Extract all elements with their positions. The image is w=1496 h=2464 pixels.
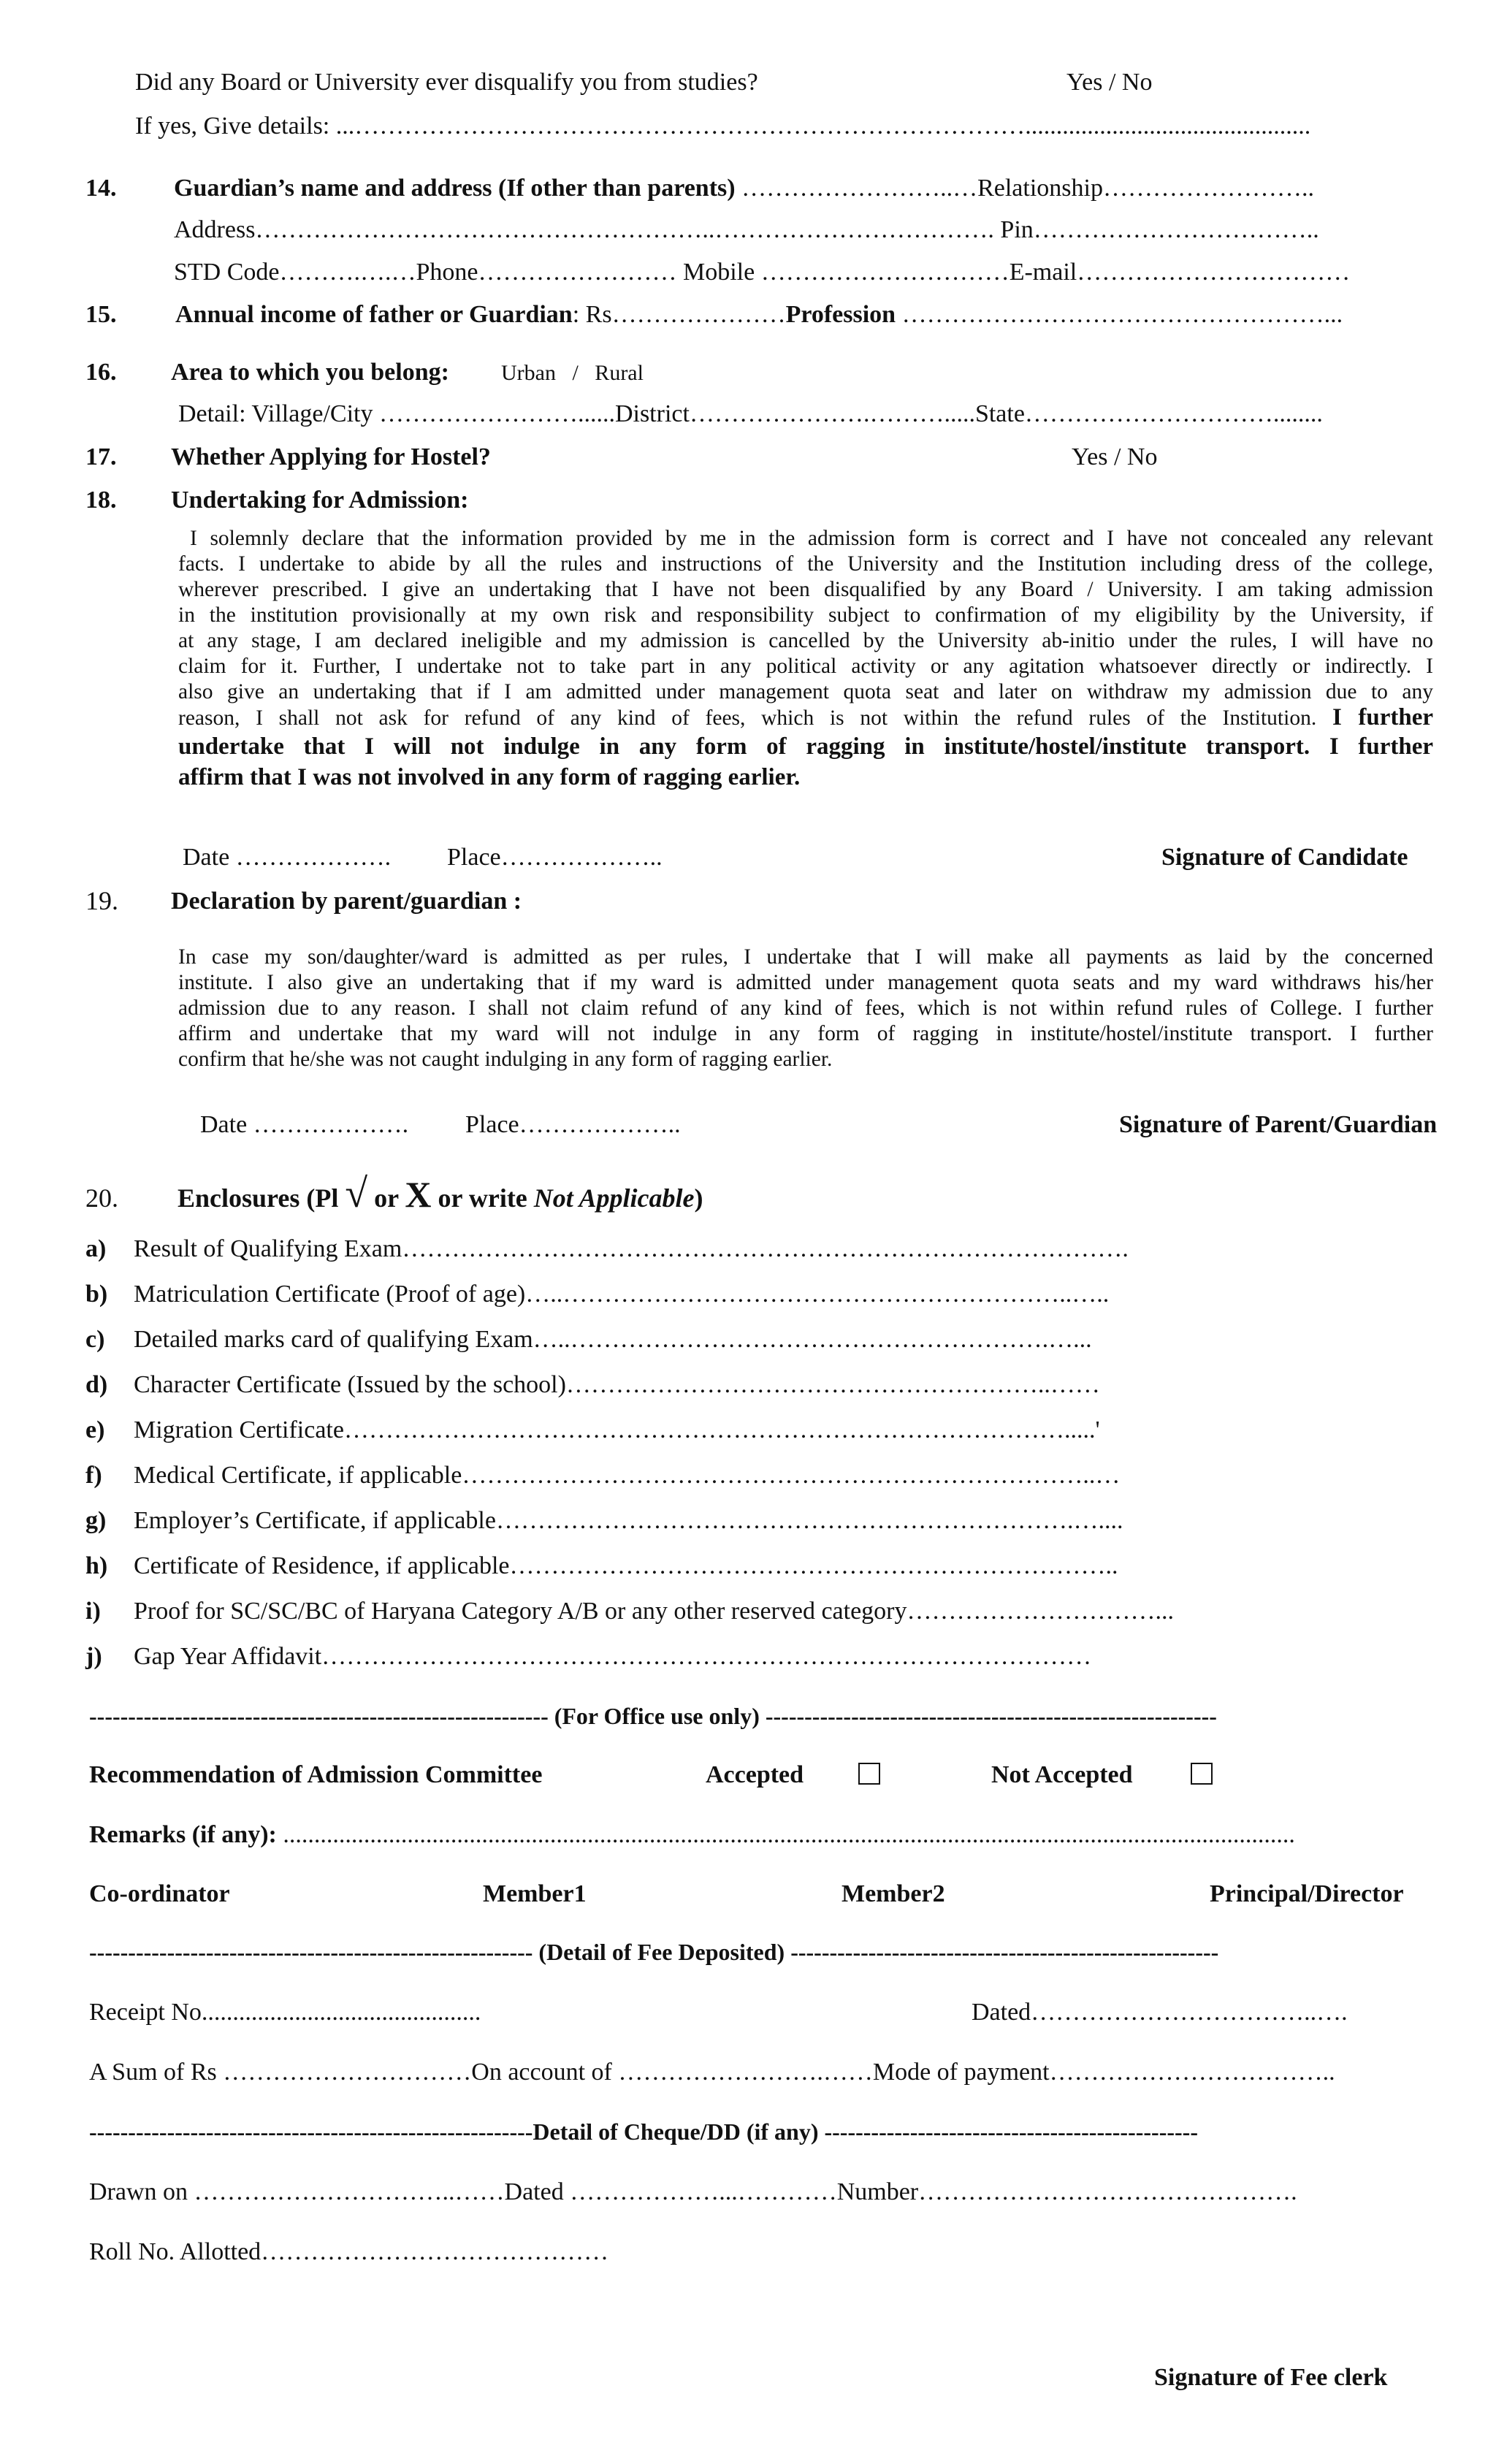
enclosure-item[interactable]: g) Employer’s Certificate, if applicable…………………………………………………………….…....: [85, 1507, 1123, 1534]
hostel-options[interactable]: Yes / No: [1072, 443, 1158, 470]
enclosure-item[interactable]: h) Certificate of Residence, if applicable………………………………………………………………..: [85, 1552, 1118, 1579]
coordinator-label: Co-ordinator: [89, 1880, 230, 1907]
receipt-no-field[interactable]: Receipt No.............................................: [89, 1999, 481, 2026]
not-accepted-label: Not Accepted: [991, 1761, 1133, 1788]
area-detail-field[interactable]: Detail: Village/City ……………………......District………………….……….....State…………………………........: [178, 400, 1323, 427]
candidate-place-field[interactable]: Place………………..: [447, 844, 663, 871]
cross-icon: X: [405, 1174, 432, 1215]
undertaking-line: claim for it. Further, I undertake not to take part in any political activity or any agitation whatsoever directly or indirectly. I: [178, 655, 1433, 678]
accepted-checkbox[interactable]: [858, 1763, 880, 1790]
ragging-affirm-line: affirm that I was not involved in any form of ragging earlier.: [178, 764, 801, 790]
enclosure-item[interactable]: e) Migration Certificate…………………………………………………………………………….....': [85, 1416, 1100, 1443]
undertaking-line: facts. I undertake to abide by all the rules and instructions of the University and the Institution including dress of the college,: [178, 552, 1433, 576]
accepted-label: Accepted: [706, 1761, 804, 1788]
parent-declaration-line: institute. I also give an undertaking that if my ward is admitted under management quota seats and my ward withdraws his/her: [178, 971, 1433, 994]
recommendation-label: Recommendation of Admission Committee: [89, 1761, 543, 1788]
cheque-header: ---------------------------------------------------------Detail of Cheque/DD (if any) ------------------------------------------------: [89, 2118, 1198, 2145]
parent-signature-label: Signature of Parent/Guardian: [1119, 1111, 1438, 1138]
undertaking-line: also give an undertaking that if I am admitted under management quota seat and later on withdraw my admission due to any: [178, 680, 1433, 703]
q16-number: 16.: [85, 359, 117, 386]
disqualify-details-field[interactable]: If yes, Give details: ...………………………………………………………………………..............................................: [135, 112, 1311, 140]
annual-income-label: Annual income of father or Guardian: [175, 301, 573, 328]
enclosure-item[interactable]: i) Proof for SC/SC/BC of Haryana Category A/B or any other reserved category…………………………...: [85, 1598, 1174, 1625]
remarks-field[interactable]: ...................................................................................................................................................................: [283, 1821, 1295, 1848]
enclosure-item[interactable]: b) Matriculation Certificate (Proof of age)…..……………………………………………………..…..: [85, 1281, 1110, 1308]
parent-declaration-label: Declaration by parent/guardian :: [171, 888, 522, 915]
fee-sum-field[interactable]: A Sum of Rs …………………………On account of …………………….……Mode of payment……………………………..: [89, 2059, 1335, 2086]
undertaking-line: in the institution provisionally at my own risk and responsibility subject to confirmation of my eligibility by the University, if: [178, 603, 1433, 627]
disqualify-options[interactable]: Yes / No: [1066, 69, 1153, 96]
principal-label: Principal/Director: [1210, 1880, 1404, 1907]
q19-number: 19.: [85, 886, 118, 915]
enclosure-item[interactable]: f) Medical Certificate, if applicable…………………………………………………………………..…: [85, 1462, 1121, 1489]
hostel-label: Whether Applying for Hostel?: [171, 443, 491, 470]
undertaking-line-8: reason, I shall not ask for refund of any kind of fees, which is not within the refund rules of the Institution. I further: [178, 704, 1434, 731]
annual-income-field[interactable]: : Rs…………………: [572, 301, 786, 328]
area-options[interactable]: Urban / Rural: [501, 361, 644, 385]
undertaking-paragraph: [178, 526, 1433, 793]
guardian-address-field[interactable]: Address………………………………………………..……………………………. Pin……………………………..: [174, 216, 1319, 243]
enclosure-item[interactable]: d) Character Certificate (Issued by the school)…………………………………………………..……: [85, 1371, 1100, 1398]
profession-field[interactable]: ……………………………………………...: [901, 301, 1343, 328]
q18-number: 18.: [85, 487, 117, 514]
parent-declaration-line: confirm that he/she was not caught indulging in any form of ragging earlier.: [178, 1048, 833, 1071]
parent-declaration-paragraph: [178, 945, 1433, 1072]
enclosure-item[interactable]: a) Result of Qualifying Exam…………………………………………………………………………….: [85, 1235, 1129, 1262]
fee-clerk-signature-label: Signature of Fee clerk: [1154, 2364, 1388, 2391]
enclosure-item[interactable]: j) Gap Year Affidavit…………………………………………………………………………………: [85, 1643, 1092, 1670]
q17-number: 17.: [85, 443, 117, 470]
q14-number: 14.: [85, 175, 117, 202]
receipt-dated-field[interactable]: Dated……………………………..….: [972, 1999, 1348, 2026]
fee-deposited-header: --------------------------------------------------------- (Detail of Fee Deposited) -------------------------------------------------------: [89, 1939, 1219, 1965]
guardian-name-field[interactable]: ……………………..…Relationship……………………..: [741, 175, 1314, 202]
undertaking-line: wherever prescribed. I give an undertaking that I have not been disqualified by any Board / University. I am taking admission: [178, 578, 1433, 601]
candidate-signature-label: Signature of Candidate: [1161, 844, 1408, 871]
profession-label: Profession: [785, 301, 896, 328]
enclosure-item[interactable]: c) Detailed marks card of qualifying Exam…..………………………………………………….…...: [85, 1326, 1092, 1353]
parent-declaration-line: affirm and undertake that my ward will not indulge in any form of ragging in institute/hostel/institute transport. I further: [178, 1022, 1433, 1045]
parent-declaration-line: In case my son/daughter/ward is admitted as per rules, I undertake that I will make all payments as laid by the concerned: [178, 945, 1433, 969]
member2-label: Member2: [842, 1880, 945, 1907]
member1-label: Member1: [483, 1880, 587, 1907]
enclosures-label: Enclosures (Pl √ or X or write Not Applicable): [178, 1171, 703, 1216]
disqualify-question: Did any Board or University ever disqualify you from studies?: [135, 69, 758, 96]
q20-number: 20.: [85, 1183, 118, 1213]
parent-date-field[interactable]: Date ……………….: [200, 1111, 409, 1138]
tick-icon: √: [345, 1171, 368, 1216]
undertaking-label: Undertaking for Admission:: [171, 487, 469, 514]
cheque-drawn-field[interactable]: Drawn on …………………………..……Dated ………………...…………Number……………………………………….: [89, 2178, 1297, 2205]
guardian-contact-field[interactable]: STD Code……….….…Phone…………………… Mobile …………………………E-mail……………………………: [174, 259, 1351, 286]
q15-number: 15.: [85, 301, 117, 328]
roll-no-field[interactable]: Roll No. Allotted……………………………………: [89, 2238, 609, 2265]
candidate-date-field[interactable]: Date ……………….: [183, 844, 392, 871]
annual-income-row: [175, 302, 1343, 327]
parent-place-field[interactable]: Place………………..: [465, 1111, 681, 1138]
remarks-label: Remarks (if any):: [89, 1821, 277, 1848]
office-use-header: ----------------------------------------------------------- (For Office use only) ----------------------------------------------------------: [89, 1703, 1217, 1729]
remarks-row: [89, 1823, 1295, 1847]
guardian-name-label: Guardian’s name and address (If other than parents): [174, 175, 736, 202]
guardian-name-row: [174, 176, 1314, 201]
parent-declaration-line: admission due to any reason. I shall not claim refund of any kind of fees, which is not within refund rules of College. I further: [178, 996, 1433, 1020]
undertaking-line: I solemnly declare that the information provided by me in the admission form is correct and I have not concealed any relevant: [190, 527, 1433, 550]
not-accepted-checkbox[interactable]: [1191, 1763, 1213, 1790]
area-label: Area to which you belong:: [171, 359, 449, 386]
undertaking-line: at any stage, I am declared ineligible and my admission is cancelled by the University ab-initio under the rules, I will have no: [178, 629, 1433, 652]
ragging-undertaking-line: undertake that I will not indulge in any form of ragging in institute/hostel/institute transport. I further: [178, 733, 1433, 760]
